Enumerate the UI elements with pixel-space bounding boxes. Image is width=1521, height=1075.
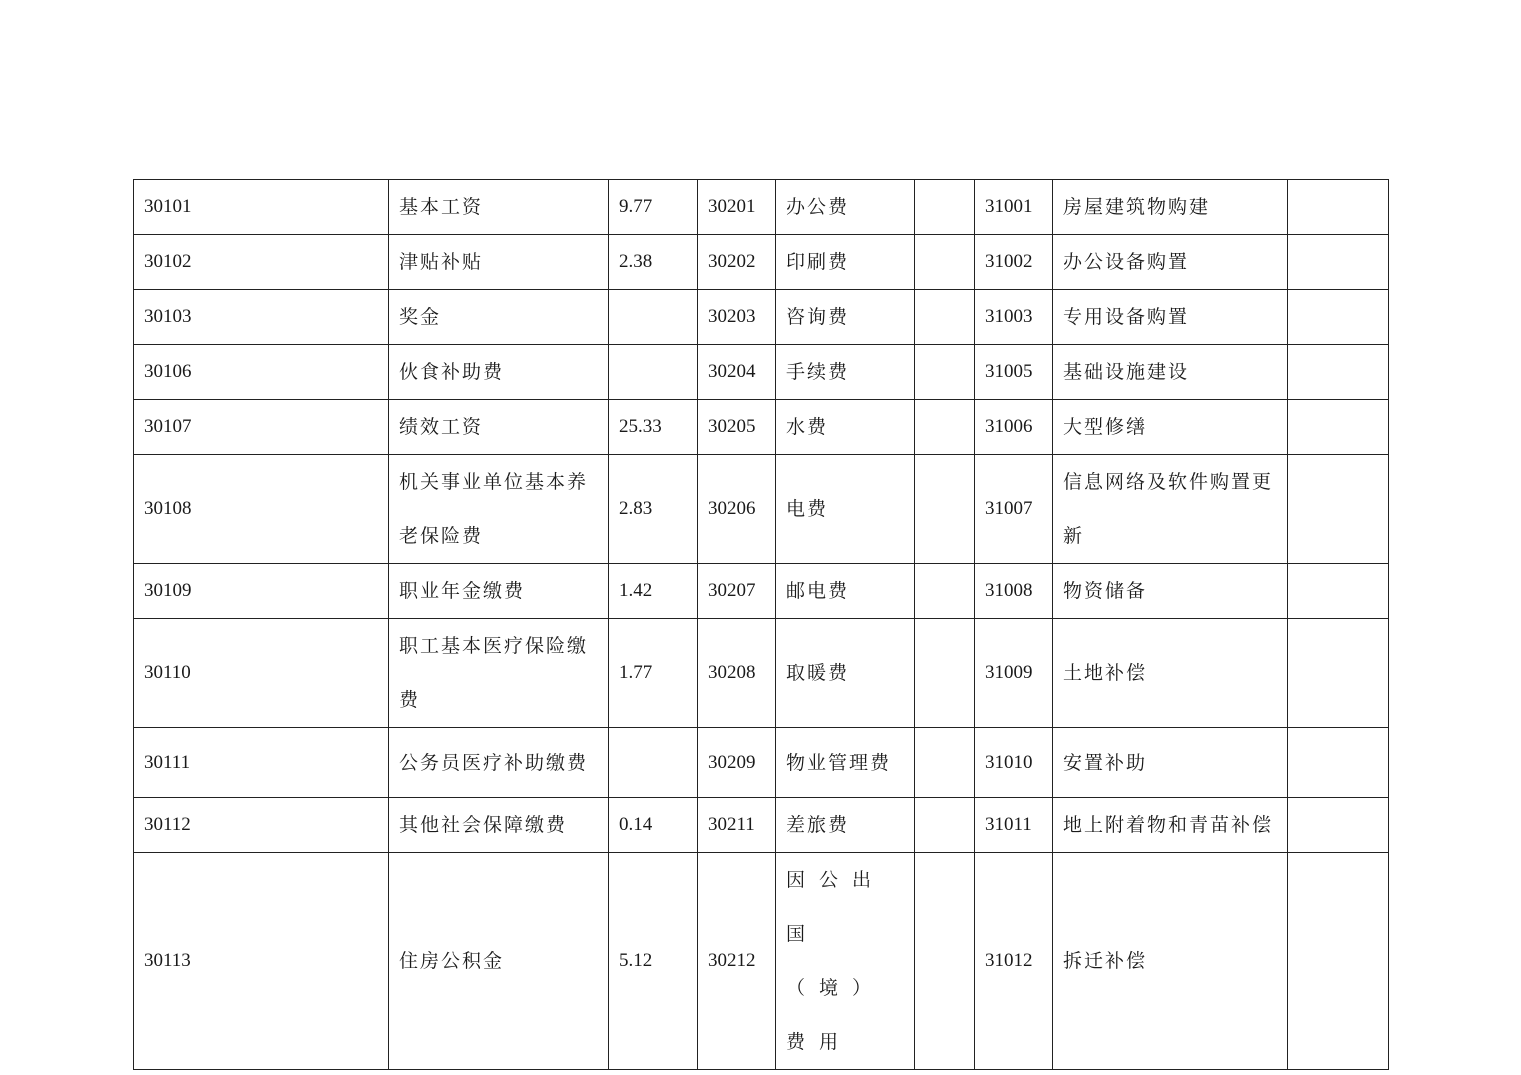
amount-cell: 1.42 — [609, 564, 698, 619]
amount-cell — [1288, 180, 1389, 235]
item-name-cell: 咨询费 — [776, 290, 915, 345]
item-name-cell: 专用设备购置 — [1053, 290, 1288, 345]
amount-cell: 2.83 — [609, 455, 698, 564]
item-name-cell: 基础设施建设 — [1053, 345, 1288, 400]
item-name-cell: 公务员医疗补助缴费 — [389, 728, 609, 798]
item-code-cell: 30107 — [134, 400, 389, 455]
item-code-cell: 30207 — [698, 564, 776, 619]
item-name-cell: 邮电费 — [776, 564, 915, 619]
table-row — [134, 180, 1389, 235]
amount-cell: 9.77 — [609, 180, 698, 235]
amount-cell — [609, 290, 698, 345]
amount-cell — [1288, 400, 1389, 455]
item-name-cell: 职业年金缴费 — [389, 564, 609, 619]
item-code-cell: 30111 — [134, 728, 389, 798]
item-name-cell: 住房公积金 — [389, 853, 609, 1070]
item-code-cell: 30205 — [698, 400, 776, 455]
item-name-cell: 伙食补助费 — [389, 345, 609, 400]
item-code-cell: 31003 — [975, 290, 1053, 345]
amount-cell — [609, 728, 698, 798]
item-code-cell: 30206 — [698, 455, 776, 564]
item-name-cell: 取暖费 — [776, 619, 915, 728]
table-row — [134, 619, 1389, 728]
amount-cell — [1288, 853, 1389, 1070]
item-code-cell: 30202 — [698, 235, 776, 290]
table-row — [134, 290, 1389, 345]
amount-cell — [915, 853, 975, 1070]
amount-cell: 0.14 — [609, 798, 698, 853]
amount-cell — [1288, 455, 1389, 564]
item-code-cell: 31008 — [975, 564, 1053, 619]
item-code-cell: 30212 — [698, 853, 776, 1070]
amount-cell — [1288, 290, 1389, 345]
item-name-cell: 职工基本医疗保险缴费 — [389, 619, 609, 728]
amount-cell — [915, 345, 975, 400]
table-row — [134, 564, 1389, 619]
amount-cell — [915, 728, 975, 798]
item-code-cell: 31002 — [975, 235, 1053, 290]
amount-cell — [915, 235, 975, 290]
item-code-cell: 30109 — [134, 564, 389, 619]
amount-cell — [1288, 564, 1389, 619]
table-row — [134, 853, 1389, 1070]
item-code-cell: 31001 — [975, 180, 1053, 235]
amount-cell: 25.33 — [609, 400, 698, 455]
item-name-cell: 信息网络及软件购置更新 — [1053, 455, 1288, 564]
item-name-cell: 印刷费 — [776, 235, 915, 290]
amount-cell — [915, 619, 975, 728]
table-row — [134, 455, 1389, 564]
item-name-cell: 电费 — [776, 455, 915, 564]
item-code-cell: 30204 — [698, 345, 776, 400]
item-code-cell: 31006 — [975, 400, 1053, 455]
table-row — [134, 345, 1389, 400]
amount-cell — [609, 345, 698, 400]
item-code-cell: 31007 — [975, 455, 1053, 564]
amount-cell — [915, 400, 975, 455]
item-name-cell: 差旅费 — [776, 798, 915, 853]
item-code-cell: 30209 — [698, 728, 776, 798]
amount-cell — [1288, 728, 1389, 798]
item-code-cell: 30203 — [698, 290, 776, 345]
item-code-cell: 30113 — [134, 853, 389, 1070]
table-row — [134, 798, 1389, 853]
item-name-cell: 办公费 — [776, 180, 915, 235]
table-row — [134, 400, 1389, 455]
table-row — [134, 235, 1389, 290]
item-code-cell: 31009 — [975, 619, 1053, 728]
amount-cell — [915, 798, 975, 853]
budget-expenditure-table — [133, 179, 1389, 1070]
item-name-cell: 奖金 — [389, 290, 609, 345]
item-code-cell: 30208 — [698, 619, 776, 728]
item-code-cell: 30103 — [134, 290, 389, 345]
amount-cell: 1.77 — [609, 619, 698, 728]
item-code-cell: 31012 — [975, 853, 1053, 1070]
item-code-cell: 31005 — [975, 345, 1053, 400]
amount-cell: 5.12 — [609, 853, 698, 1070]
item-name-cell: 其他社会保障缴费 — [389, 798, 609, 853]
amount-cell — [915, 290, 975, 345]
item-code-cell: 30102 — [134, 235, 389, 290]
amount-cell: 2.38 — [609, 235, 698, 290]
amount-cell — [1288, 345, 1389, 400]
item-name-cell: 水费 — [776, 400, 915, 455]
item-code-cell: 30211 — [698, 798, 776, 853]
amount-cell — [915, 455, 975, 564]
table-row — [134, 728, 1389, 798]
amount-cell — [1288, 619, 1389, 728]
item-code-cell: 30101 — [134, 180, 389, 235]
item-code-cell: 30106 — [134, 345, 389, 400]
item-name-cell: 物资储备 — [1053, 564, 1288, 619]
item-name-cell: 基本工资 — [389, 180, 609, 235]
item-name-cell: 土地补偿 — [1053, 619, 1288, 728]
amount-cell — [915, 564, 975, 619]
amount-cell — [1288, 235, 1389, 290]
item-name-cell: 物业管理费 — [776, 728, 915, 798]
item-name-cell: 因公出国（境）费用 — [776, 853, 915, 1070]
item-code-cell: 30110 — [134, 619, 389, 728]
item-name-cell: 拆迁补偿 — [1053, 853, 1288, 1070]
item-name-cell: 绩效工资 — [389, 400, 609, 455]
item-code-cell: 31010 — [975, 728, 1053, 798]
item-name-cell: 大型修缮 — [1053, 400, 1288, 455]
item-code-cell: 31011 — [975, 798, 1053, 853]
item-name-cell: 办公设备购置 — [1053, 235, 1288, 290]
amount-cell — [1288, 798, 1389, 853]
item-name-cell: 房屋建筑物购建 — [1053, 180, 1288, 235]
item-name-cell: 安置补助 — [1053, 728, 1288, 798]
item-code-cell: 30201 — [698, 180, 776, 235]
item-name-cell: 津贴补贴 — [389, 235, 609, 290]
amount-cell — [915, 180, 975, 235]
item-name-cell: 手续费 — [776, 345, 915, 400]
item-code-cell: 30112 — [134, 798, 389, 853]
item-name-cell: 地上附着物和青苗补偿 — [1053, 798, 1288, 853]
item-code-cell: 30108 — [134, 455, 389, 564]
item-name-cell: 机关事业单位基本养老保险费 — [389, 455, 609, 564]
